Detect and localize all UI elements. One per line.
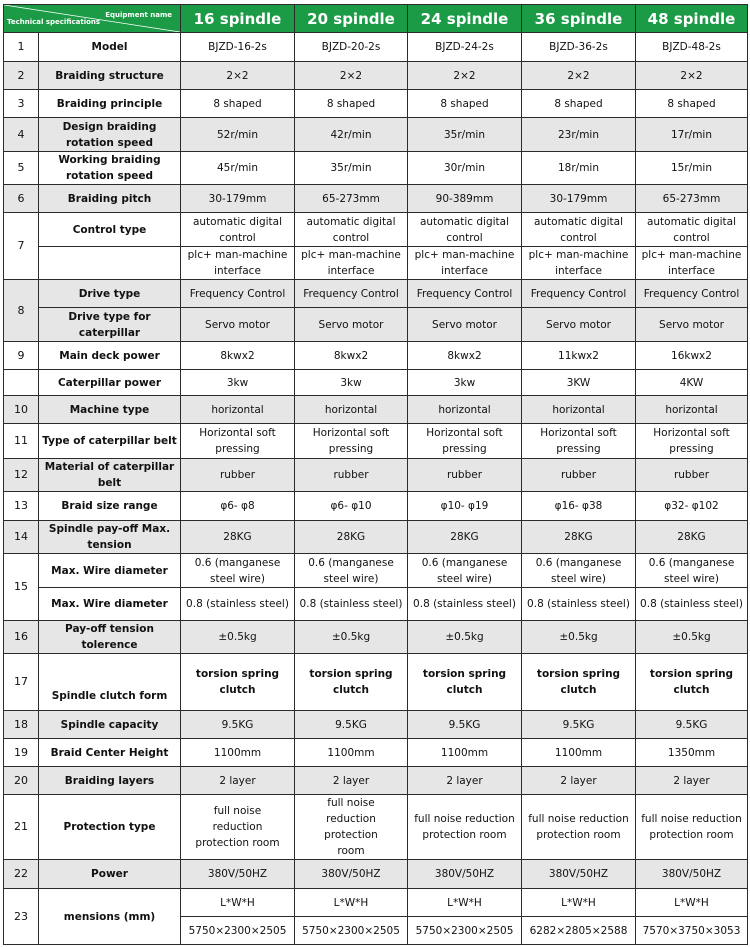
row-number: 4	[4, 118, 39, 152]
value-cell: 9.5KG	[636, 711, 748, 739]
value-cell: full noise reduction protection room	[181, 795, 295, 860]
model-header-20-spindle: 20 spindle	[295, 5, 408, 33]
value-cell: 3kw	[181, 370, 295, 396]
value-cell: full noise reduction protection room	[522, 795, 636, 860]
table-row	[4, 492, 748, 521]
parameter-name: Drive type for caterpillar	[39, 308, 181, 342]
value-cell: 0.6 (manganese steel wire)	[181, 554, 295, 588]
row-number	[4, 370, 39, 396]
row-number: 21	[4, 795, 39, 860]
value-cell: Servo motor	[181, 308, 295, 342]
value-cell: 42r/min	[295, 118, 408, 152]
row-number: 9	[4, 342, 39, 370]
value-cell: 2 layer	[295, 767, 408, 795]
value-cell: 1100mm	[181, 739, 295, 767]
row-number: 1	[4, 33, 39, 62]
value-cell: Frequency Control	[522, 280, 636, 308]
value-cell: 6282×2805×2588	[522, 917, 636, 945]
value-cell: 8kwx2	[408, 342, 522, 370]
table-row	[4, 795, 748, 860]
model-header-16-spindle: 16 spindle	[181, 5, 295, 33]
value-cell: Servo motor	[408, 308, 522, 342]
value-cell: 9.5KG	[181, 711, 295, 739]
row-number: 10	[4, 396, 39, 424]
table-row	[4, 621, 748, 654]
value-cell: L*W*H	[522, 889, 636, 917]
model-header-48-spindle: 48 spindle	[636, 5, 748, 33]
parameter-name: Braiding pitch	[39, 185, 181, 213]
value-cell: rubber	[408, 459, 522, 492]
value-cell: 15r/min	[636, 152, 748, 185]
table-row	[4, 213, 748, 247]
value-cell: 2×2	[522, 62, 636, 90]
value-cell: 2 layer	[636, 767, 748, 795]
value-cell: 380V/50HZ	[295, 860, 408, 889]
table-row	[4, 247, 748, 280]
value-cell: 0.8 (stainless steel)	[295, 588, 408, 621]
value-cell: torsion spring clutch	[408, 654, 522, 711]
value-cell: 11kwx2	[522, 342, 636, 370]
table-row	[4, 889, 748, 917]
value-cell: 28KG	[636, 521, 748, 554]
value-cell: 0.6 (manganese steel wire)	[295, 554, 408, 588]
value-cell: 2 layer	[522, 767, 636, 795]
value-cell: Horizontal soft pressing	[636, 424, 748, 459]
table-row	[4, 767, 748, 795]
value-cell: 2×2	[636, 62, 748, 90]
value-cell: 3KW	[522, 370, 636, 396]
value-cell: 8 shaped	[636, 90, 748, 118]
table-row	[4, 424, 748, 459]
row-number: 8	[4, 280, 39, 342]
parameter-name: Machine type	[39, 396, 181, 424]
parameter-name	[39, 247, 181, 280]
row-number: 14	[4, 521, 39, 554]
table-row	[4, 118, 748, 152]
table-row	[4, 654, 748, 711]
value-cell: horizontal	[295, 396, 408, 424]
parameter-name: Working braiding rotation speed	[39, 152, 181, 185]
value-cell: 9.5KG	[295, 711, 408, 739]
value-cell: 1100mm	[522, 739, 636, 767]
value-cell: 0.6 (manganese steel wire)	[408, 554, 522, 588]
value-cell: full noise reduction protection room	[295, 795, 408, 860]
value-cell: 90-389mm	[408, 185, 522, 213]
row-number: 2	[4, 62, 39, 90]
value-cell: 2 layer	[408, 767, 522, 795]
parameter-name: Power	[39, 860, 181, 889]
row-number: 23	[4, 889, 39, 945]
table-row	[4, 185, 748, 213]
value-cell: 9.5KG	[522, 711, 636, 739]
value-cell: 0.8 (stainless steel)	[181, 588, 295, 621]
value-cell: 2 layer	[181, 767, 295, 795]
parameter-name: Braiding layers	[39, 767, 181, 795]
value-cell: rubber	[636, 459, 748, 492]
model-header-24-spindle: 24 spindle	[408, 5, 522, 33]
value-cell: 380V/50HZ	[408, 860, 522, 889]
table-row	[4, 554, 748, 588]
parameter-name: Spindle capacity	[39, 711, 181, 739]
parameter-name: Model	[39, 33, 181, 62]
value-cell: plc+ man-machine interface	[522, 247, 636, 280]
value-cell: 3kw	[408, 370, 522, 396]
value-cell: φ32- φ102	[636, 492, 748, 521]
value-cell: BJZD-36-2s	[522, 33, 636, 62]
value-cell: 8 shaped	[295, 90, 408, 118]
value-cell: 1100mm	[295, 739, 408, 767]
value-cell: 5750×2300×2505	[295, 917, 408, 945]
value-cell: 2×2	[295, 62, 408, 90]
value-cell: φ16- φ38	[522, 492, 636, 521]
model-header-36-spindle: 36 spindle	[522, 5, 636, 33]
equipment-name-label: Equipment name	[105, 11, 172, 19]
parameter-name: Pay-off tension tolerence	[39, 621, 181, 654]
row-number: 15	[4, 554, 39, 621]
value-cell: 3kw	[295, 370, 408, 396]
parameter-name: Braiding principle	[39, 90, 181, 118]
value-cell: 30-179mm	[522, 185, 636, 213]
value-cell: L*W*H	[181, 889, 295, 917]
value-cell: 28KG	[408, 521, 522, 554]
value-cell: 35r/min	[295, 152, 408, 185]
value-cell: rubber	[295, 459, 408, 492]
value-cell: ±0.5kg	[522, 621, 636, 654]
value-cell: φ6- φ10	[295, 492, 408, 521]
technical-specifications-label: Technical specifications	[7, 18, 101, 26]
table-row	[4, 711, 748, 739]
value-cell: 65-273mm	[636, 185, 748, 213]
value-cell: ±0.5kg	[636, 621, 748, 654]
value-cell: 7570×3750×3053	[636, 917, 748, 945]
value-cell: torsion spring clutch	[522, 654, 636, 711]
value-cell: 28KG	[522, 521, 636, 554]
value-cell: Frequency Control	[181, 280, 295, 308]
row-number: 16	[4, 621, 39, 654]
value-cell: L*W*H	[636, 889, 748, 917]
parameter-name: Max. Wire diameter	[39, 588, 181, 621]
value-cell: BJZD-24-2s	[408, 33, 522, 62]
value-cell: plc+ man-machine interface	[636, 247, 748, 280]
parameter-name: Material of caterpillar belt	[39, 459, 181, 492]
value-cell: BJZD-20-2s	[295, 33, 408, 62]
value-cell: Servo motor	[522, 308, 636, 342]
value-cell: 9.5KG	[408, 711, 522, 739]
value-cell: ±0.5kg	[295, 621, 408, 654]
value-cell: automatic digital control	[295, 213, 408, 247]
value-cell: BJZD-16-2s	[181, 33, 295, 62]
value-cell: 8kwx2	[295, 342, 408, 370]
value-cell: rubber	[522, 459, 636, 492]
value-cell: horizontal	[636, 396, 748, 424]
parameter-name: Control type	[39, 213, 181, 247]
value-cell: 0.8 (stainless steel)	[522, 588, 636, 621]
row-number: 17	[4, 654, 39, 711]
value-cell: 2×2	[408, 62, 522, 90]
value-cell: horizontal	[522, 396, 636, 424]
value-cell: 8kwx2	[181, 342, 295, 370]
value-cell: Horizontal soft pressing	[408, 424, 522, 459]
value-cell: 2×2	[181, 62, 295, 90]
parameter-name: Main deck power	[39, 342, 181, 370]
parameter-name: mensions (mm)	[39, 889, 181, 945]
row-number: 13	[4, 492, 39, 521]
value-cell: 45r/min	[181, 152, 295, 185]
value-cell: 380V/50HZ	[636, 860, 748, 889]
value-cell: 5750×2300×2505	[181, 917, 295, 945]
value-cell: Horizontal soft pressing	[295, 424, 408, 459]
value-cell: ±0.5kg	[408, 621, 522, 654]
parameter-name: Braiding structure	[39, 62, 181, 90]
parameter-name: Max. Wire diameter	[39, 554, 181, 588]
table-row	[4, 280, 748, 308]
value-cell: Servo motor	[295, 308, 408, 342]
value-cell: plc+ man-machine interface	[181, 247, 295, 280]
value-cell: 8 shaped	[408, 90, 522, 118]
value-cell: ±0.5kg	[181, 621, 295, 654]
row-number: 20	[4, 767, 39, 795]
value-cell: L*W*H	[408, 889, 522, 917]
table-row	[4, 370, 748, 396]
value-cell: 4KW	[636, 370, 748, 396]
value-cell: horizontal	[408, 396, 522, 424]
value-cell: Frequency Control	[295, 280, 408, 308]
value-cell: φ10- φ19	[408, 492, 522, 521]
value-cell: φ6- φ8	[181, 492, 295, 521]
table-row	[4, 521, 748, 554]
parameter-name: Type of caterpillar belt	[39, 424, 181, 459]
table-row	[4, 342, 748, 370]
value-cell: 16kwx2	[636, 342, 748, 370]
table-row	[4, 860, 748, 889]
value-cell: torsion spring clutch	[636, 654, 748, 711]
table-row	[4, 396, 748, 424]
value-cell: 5750×2300×2505	[408, 917, 522, 945]
value-cell: rubber	[181, 459, 295, 492]
value-cell: BJZD-48-2s	[636, 33, 748, 62]
value-cell: 0.6 (manganese steel wire)	[522, 554, 636, 588]
value-cell: 52r/min	[181, 118, 295, 152]
value-cell: plc+ man-machine interface	[295, 247, 408, 280]
parameter-name: Protection type	[39, 795, 181, 860]
value-cell: Frequency Control	[636, 280, 748, 308]
value-cell: 28KG	[295, 521, 408, 554]
value-cell: full noise reduction protection room	[636, 795, 748, 860]
row-number: 22	[4, 860, 39, 889]
row-number: 18	[4, 711, 39, 739]
table-row	[4, 459, 748, 492]
value-cell: 1100mm	[408, 739, 522, 767]
value-cell: 0.6 (manganese steel wire)	[636, 554, 748, 588]
table-row	[4, 308, 748, 342]
value-cell: L*W*H	[295, 889, 408, 917]
parameter-name: Drive type	[39, 280, 181, 308]
value-cell: 35r/min	[408, 118, 522, 152]
value-cell: 380V/50HZ	[522, 860, 636, 889]
parameter-name: Caterpillar power	[39, 370, 181, 396]
parameter-name: Design braiding rotation speed	[39, 118, 181, 152]
value-cell: 8 shaped	[522, 90, 636, 118]
value-cell: 0.8 (stainless steel)	[408, 588, 522, 621]
value-cell: 18r/min	[522, 152, 636, 185]
value-cell: 23r/min	[522, 118, 636, 152]
row-number: 12	[4, 459, 39, 492]
value-cell: 0.8 (stainless steel)	[636, 588, 748, 621]
value-cell: 30r/min	[408, 152, 522, 185]
value-cell: automatic digital control	[408, 213, 522, 247]
value-cell: 30-179mm	[181, 185, 295, 213]
header-corner-cell	[4, 5, 181, 33]
table-row	[4, 62, 748, 90]
table-row	[4, 739, 748, 767]
row-number: 19	[4, 739, 39, 767]
value-cell: Servo motor	[636, 308, 748, 342]
value-cell: automatic digital control	[522, 213, 636, 247]
value-cell: automatic digital control	[636, 213, 748, 247]
value-cell: 1350mm	[636, 739, 748, 767]
value-cell: 8 shaped	[181, 90, 295, 118]
table-row	[4, 33, 748, 62]
value-cell: torsion spring clutch	[181, 654, 295, 711]
value-cell: Horizontal soft pressing	[522, 424, 636, 459]
value-cell: torsion spring clutch	[295, 654, 408, 711]
row-number: 7	[4, 213, 39, 280]
value-cell: automatic digital control	[181, 213, 295, 247]
value-cell: Frequency Control	[408, 280, 522, 308]
parameter-name: Spindle pay-off Max. tension	[39, 521, 181, 554]
value-cell: horizontal	[181, 396, 295, 424]
row-number: 5	[4, 152, 39, 185]
table-row	[4, 90, 748, 118]
value-cell: 17r/min	[636, 118, 748, 152]
parameter-name: Braid size range	[39, 492, 181, 521]
header-row	[4, 5, 748, 33]
value-cell: plc+ man-machine interface	[408, 247, 522, 280]
table-row	[4, 588, 748, 621]
spec-table	[3, 4, 748, 945]
value-cell: Horizontal soft pressing	[181, 424, 295, 459]
parameter-name: Spindle clutch form	[39, 654, 181, 711]
parameter-name: Braid Center Height	[39, 739, 181, 767]
value-cell: 380V/50HZ	[181, 860, 295, 889]
value-cell: full noise reduction protection room	[408, 795, 522, 860]
value-cell: 65-273mm	[295, 185, 408, 213]
value-cell: 28KG	[181, 521, 295, 554]
row-number: 11	[4, 424, 39, 459]
row-number: 3	[4, 90, 39, 118]
table-row	[4, 152, 748, 185]
row-number: 6	[4, 185, 39, 213]
